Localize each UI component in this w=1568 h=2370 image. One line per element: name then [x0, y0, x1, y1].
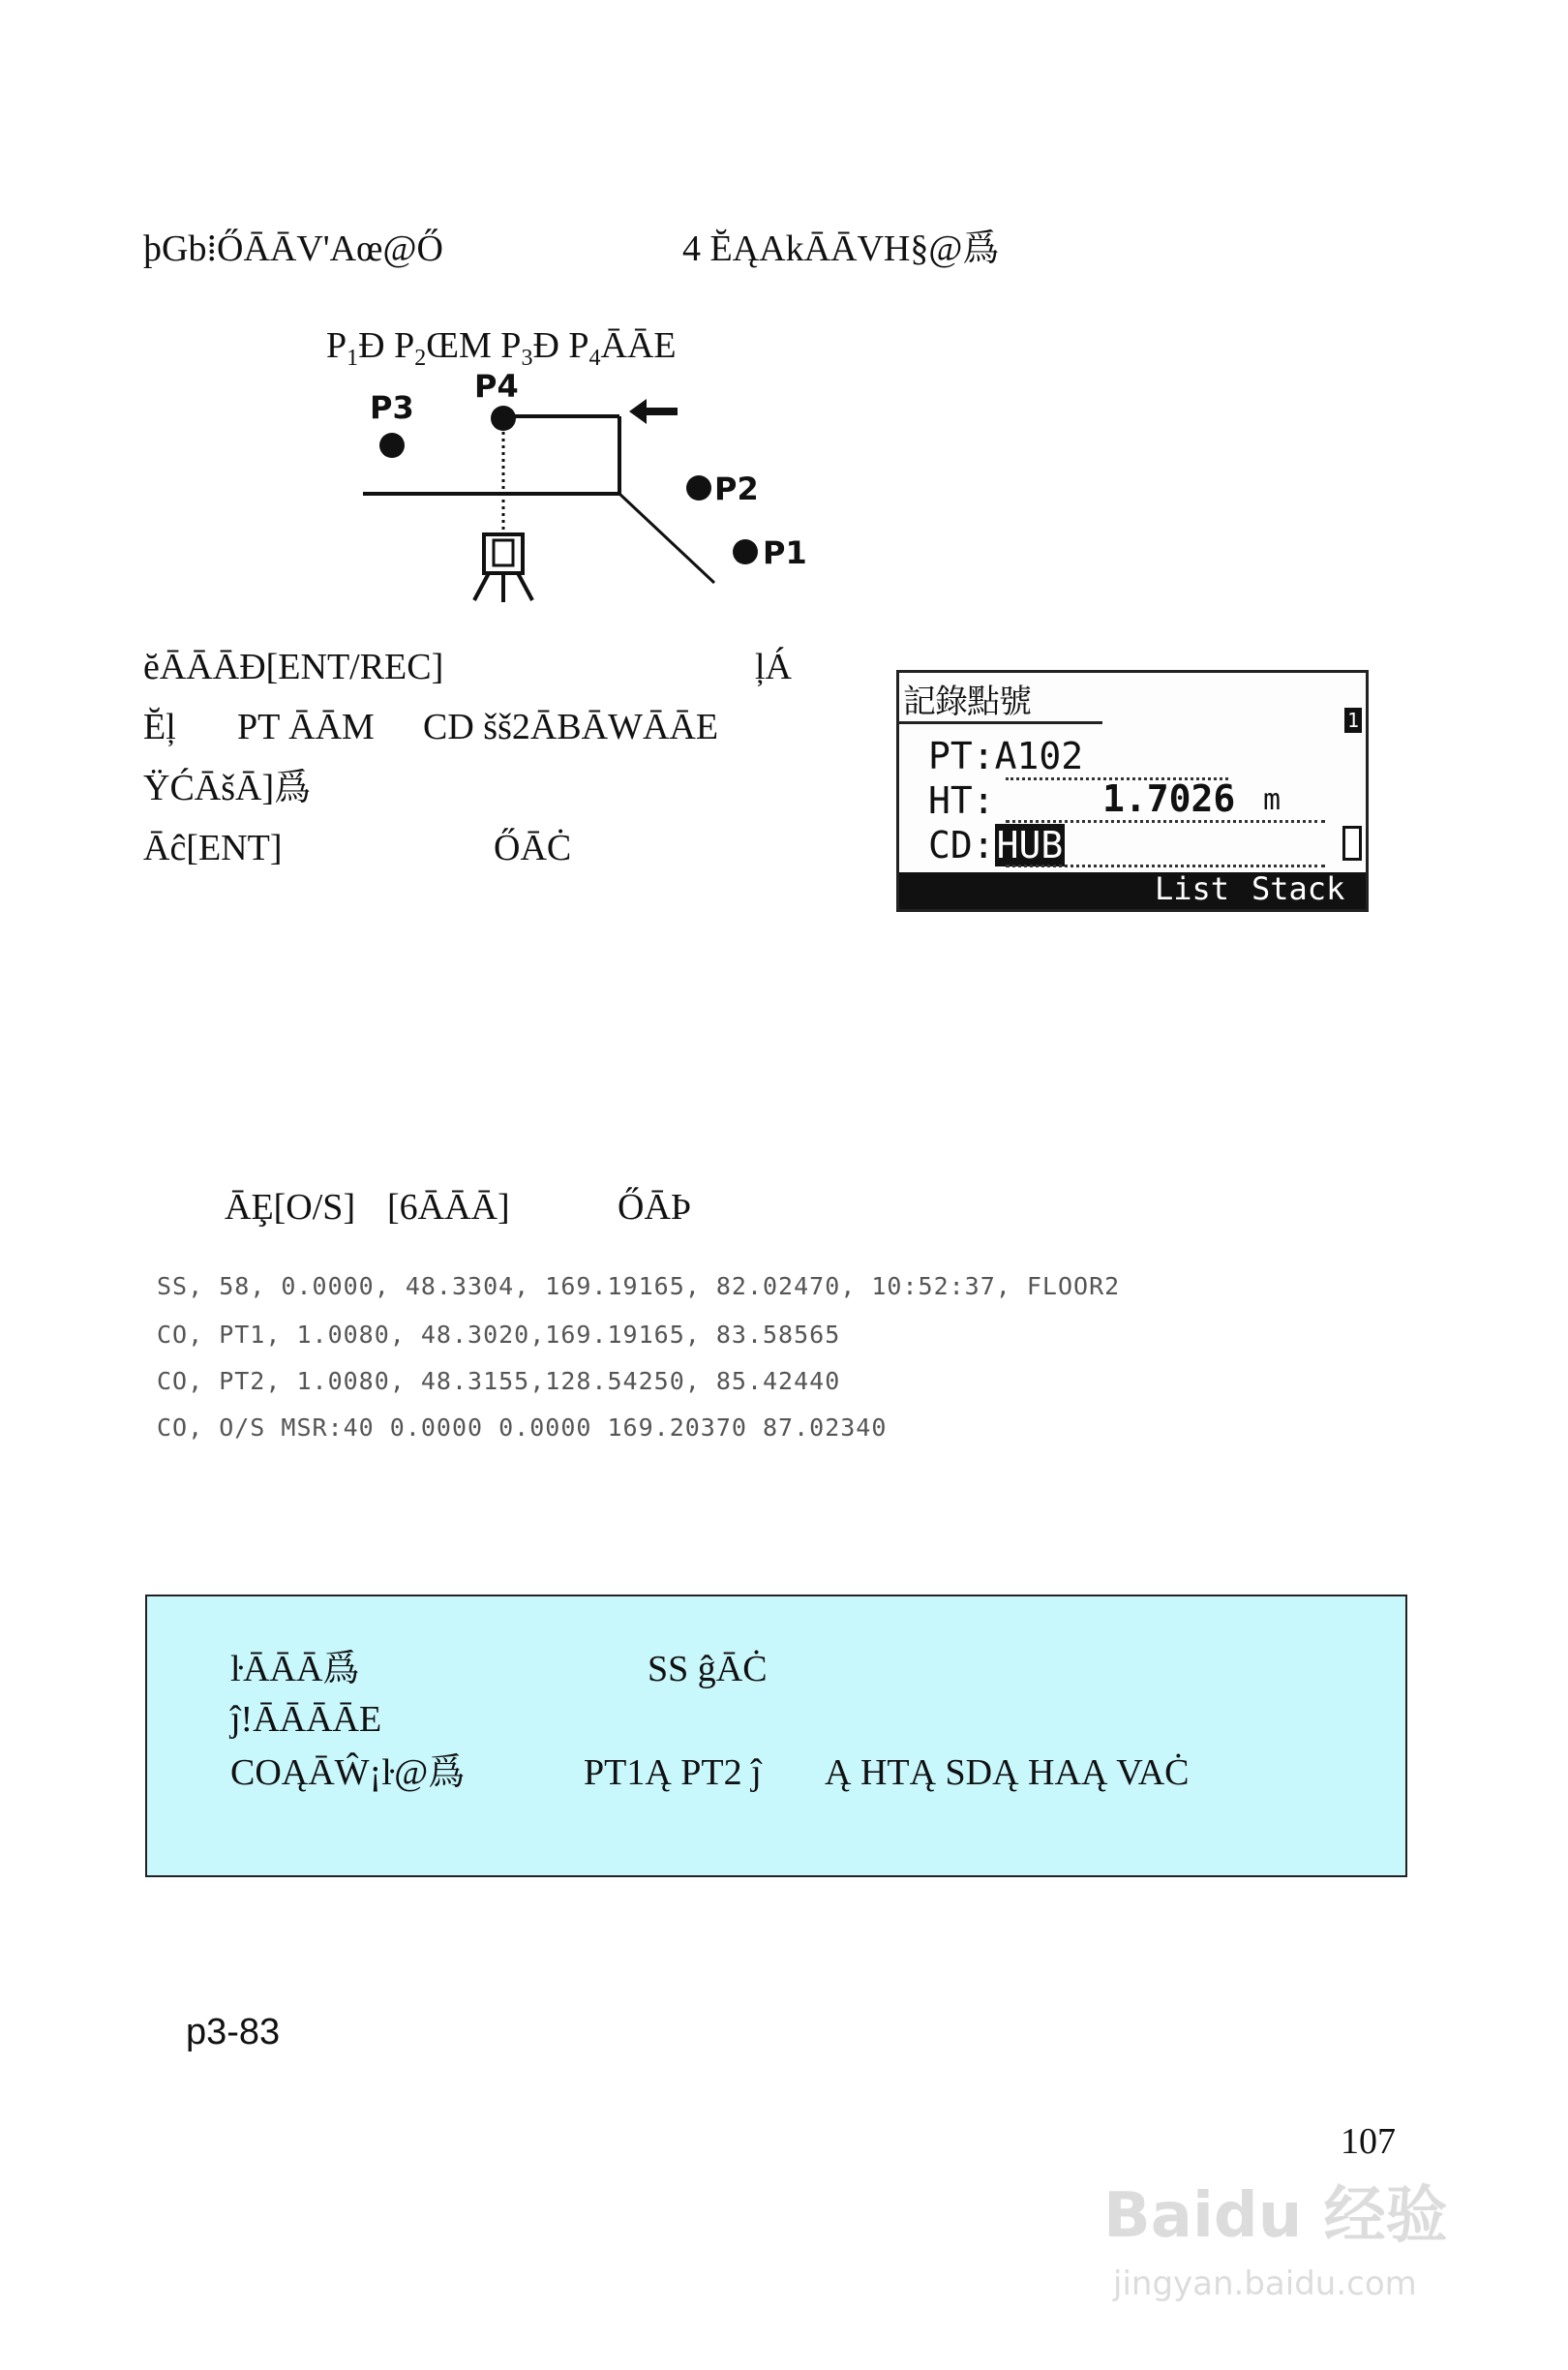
record-line: CO, PT2, 1.0080, 48.3155,128.54250, 85.42440 — [157, 1367, 841, 1395]
subscript: 4 — [588, 346, 601, 371]
watermark-brand: Baidu 经验 — [1103, 2180, 1448, 2252]
softkey-list[interactable]: List — [1155, 870, 1230, 907]
point-p1 — [733, 539, 758, 564]
cd-dotted-line — [1006, 865, 1325, 867]
text-line-6b: ŐĀĊ — [494, 828, 572, 868]
ht-row — [928, 779, 995, 822]
screen-title: 記錄點號 — [903, 683, 1031, 721]
p-label: P — [326, 325, 347, 366]
diagram-label-p1: P1 — [763, 534, 807, 571]
note-line-3a: COĄĀŴ¡ŀ@爲 — [230, 1752, 466, 1793]
p-label: Ð P — [358, 325, 415, 366]
section-reference: p3-83 — [186, 2012, 281, 2052]
text-line-7b: [6ĀĀĀ] — [387, 1187, 510, 1228]
text-line-4a: Ĕļ — [143, 707, 176, 747]
text-line-7c: ŐĀÞ — [618, 1187, 692, 1228]
diagram-label-p2: P2 — [714, 471, 759, 507]
title-underline — [899, 721, 1102, 724]
text-line-1b: 4 ĔĄAkĀĀVH§@爲 — [682, 228, 1000, 269]
page-number: 107 — [1341, 2121, 1396, 2162]
arrow-head — [629, 399, 647, 424]
battery-icon — [1342, 826, 1362, 861]
cd-value[interactable]: HUB — [996, 824, 1064, 866]
text-line-2 — [308, 290, 677, 371]
baidu-watermark-logo — [1103, 2159, 1471, 2314]
record-line: CO, PT1, 1.0080, 48.3020,169.19165, 83.58565 — [157, 1321, 841, 1349]
subscript: 1 — [347, 346, 359, 371]
p-label: Ð P — [532, 325, 589, 366]
diagonal — [619, 494, 714, 583]
total-station-icon — [474, 534, 532, 602]
ht-unit: m — [1263, 783, 1282, 817]
cd-label: CD: — [928, 824, 995, 866]
softkey-stack[interactable]: Stack — [1251, 870, 1345, 907]
pt-row — [928, 735, 1083, 777]
text-line-1a: þGb⁞ŐĀĀV'Aœ@Ő — [143, 228, 443, 269]
watermark-url: jingyan.baidu.com — [1113, 2264, 1417, 2303]
ht-label: HT: — [928, 779, 995, 822]
text-line-3b: ļÁ — [755, 647, 792, 687]
text-line-5: ŸĆĀšĀ]爲 — [143, 768, 312, 808]
record-line: SS, 58, 0.0000, 48.3304, 169.19165, 82.02470, 10:52:37, FLOOR2 — [157, 1272, 1121, 1300]
page-indicator: 1 — [1344, 708, 1362, 733]
p-label: ĀĀE — [600, 325, 677, 366]
point-p4 — [491, 406, 516, 431]
ht-value[interactable]: 1.7026 — [1102, 777, 1236, 820]
point-p2 — [686, 475, 711, 501]
p-label: ŒM P — [426, 325, 522, 366]
ht-dotted-line — [1006, 820, 1325, 823]
text-line-4c: CD šš2ĀBĀWĀĀE — [423, 707, 719, 747]
text-line-7a: ĀȨ[O/S] — [225, 1187, 356, 1228]
note-line-3c: Ą HTĄ SDĄ HAĄ VAĊ — [825, 1752, 1190, 1793]
record-line: CO, O/S MSR:40 0.0000 0.0000 169.20370 87.02340 — [157, 1413, 888, 1442]
note-line-1b: SS ĝĀĊ — [648, 1649, 768, 1689]
subscript: 3 — [521, 346, 533, 371]
note-line-1a: ŀĀĀĀ爲 — [230, 1649, 360, 1689]
pt-value[interactable]: A102 — [994, 735, 1084, 777]
note-line-2: ĵ!ĀĀĀĀE — [230, 1699, 382, 1740]
diagram-label-p3: P3 — [370, 389, 414, 426]
text-line-4b: PT ĀĀM — [237, 707, 375, 747]
instrument-screen — [896, 670, 1369, 912]
text-line-6a: Āĉ[ENT] — [143, 828, 283, 868]
text-line-3a: ĕĀĀĀĐ[ENT/REC] — [143, 647, 444, 687]
pt-label: PT: — [928, 735, 995, 777]
survey-diagram — [348, 358, 852, 620]
diagram-label-p4: P4 — [474, 368, 519, 405]
subscript: 2 — [414, 346, 427, 371]
cd-row — [928, 824, 1065, 866]
point-p3 — [379, 433, 405, 458]
note-line-3b: PT1Ą PT2 ĵ — [584, 1752, 762, 1793]
note-box — [145, 1595, 1407, 1877]
